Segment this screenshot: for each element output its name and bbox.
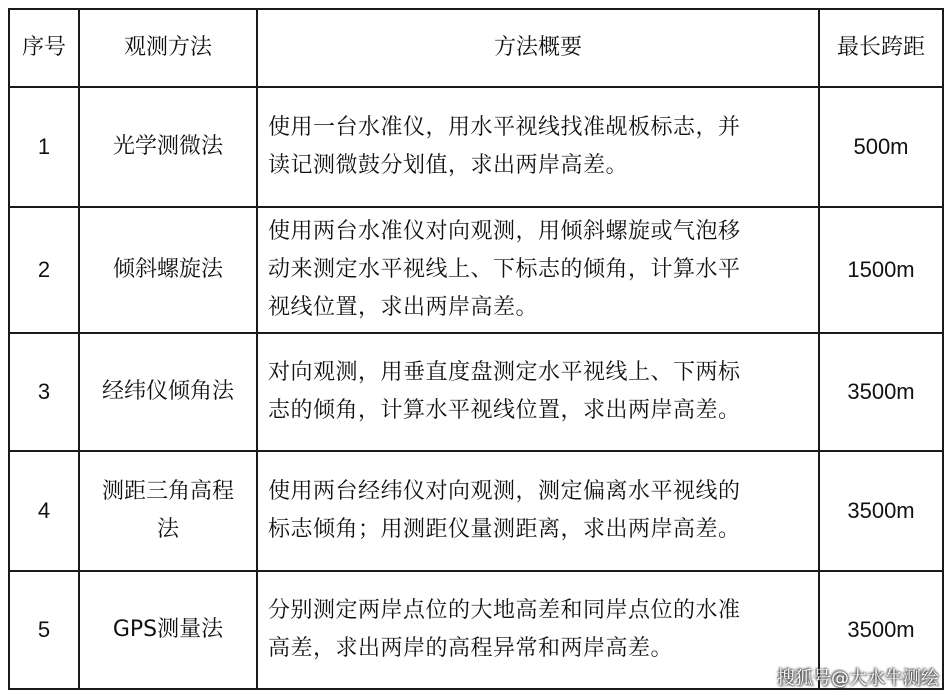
row-index: 3 (9, 333, 79, 451)
row-method: GPS测量法 (79, 571, 257, 689)
summary-line: 使用一台水准仪，用水平视线找准觇板标志，并 (268, 115, 741, 140)
summary-line: 高差，求出两岸的高程异常和两岸高差。 (268, 636, 674, 661)
table-row (9, 333, 943, 451)
row-summary (257, 333, 819, 451)
header-method: 观测方法 (79, 9, 257, 87)
summary-line: 志的倾角，计算水平视线位置，求出两岸高差。 (268, 398, 741, 423)
row-max-span: 3500m (819, 333, 943, 451)
row-index: 4 (9, 451, 79, 571)
row-index: 2 (9, 207, 79, 333)
row-max-span: 500m (819, 87, 943, 207)
summary-line: 使用两台水准仪对向观测，用倾斜螺旋或气泡移 (268, 219, 741, 244)
row-summary (257, 87, 819, 207)
row-summary (257, 451, 819, 571)
row-index: 5 (9, 571, 79, 689)
header-summary: 方法概要 (257, 9, 819, 87)
row-summary (257, 207, 819, 333)
row-max-span: 3500m (819, 451, 943, 571)
header-max-span: 最长跨距 (819, 9, 943, 87)
row-index: 1 (9, 87, 79, 207)
summary-line: 动来测定水平视线上、下标志的倾角，计算水平 (268, 257, 741, 282)
summary-line: 标志倾角；用测距仪量测距离，求出两岸高差。 (268, 517, 741, 542)
row-method (79, 451, 257, 571)
table-row (9, 451, 943, 571)
table-row (9, 87, 943, 207)
header-index: 序号 (9, 9, 79, 87)
row-method: 光学测微法 (79, 87, 257, 207)
summary-line: 分别测定两岸点位的大地高差和同岸点位的水准 (268, 598, 741, 623)
row-max-span: 3500m (819, 571, 943, 689)
method-line: 法 (156, 517, 179, 542)
methods-table (8, 8, 944, 690)
row-summary (257, 571, 819, 689)
summary-line: 使用两台经纬仪对向观测，测定偏离水平视线的 (268, 479, 741, 504)
summary-line: 读记测微鼓分划值，求出两岸高差。 (268, 153, 629, 178)
summary-line: 对向观测，用垂直度盘测定水平视线上、下两标 (268, 360, 741, 385)
table-header-row (9, 9, 943, 87)
table-row (9, 207, 943, 333)
row-method: 倾斜螺旋法 (79, 207, 257, 333)
row-max-span: 1500m (819, 207, 943, 333)
row-method: 经纬仪倾角法 (79, 333, 257, 451)
watermark: 搜狐号@大水牛测绘 (777, 668, 939, 689)
method-line: 测距三角高程 (101, 479, 234, 504)
summary-line: 视线位置，求出两岸高差。 (268, 295, 539, 320)
